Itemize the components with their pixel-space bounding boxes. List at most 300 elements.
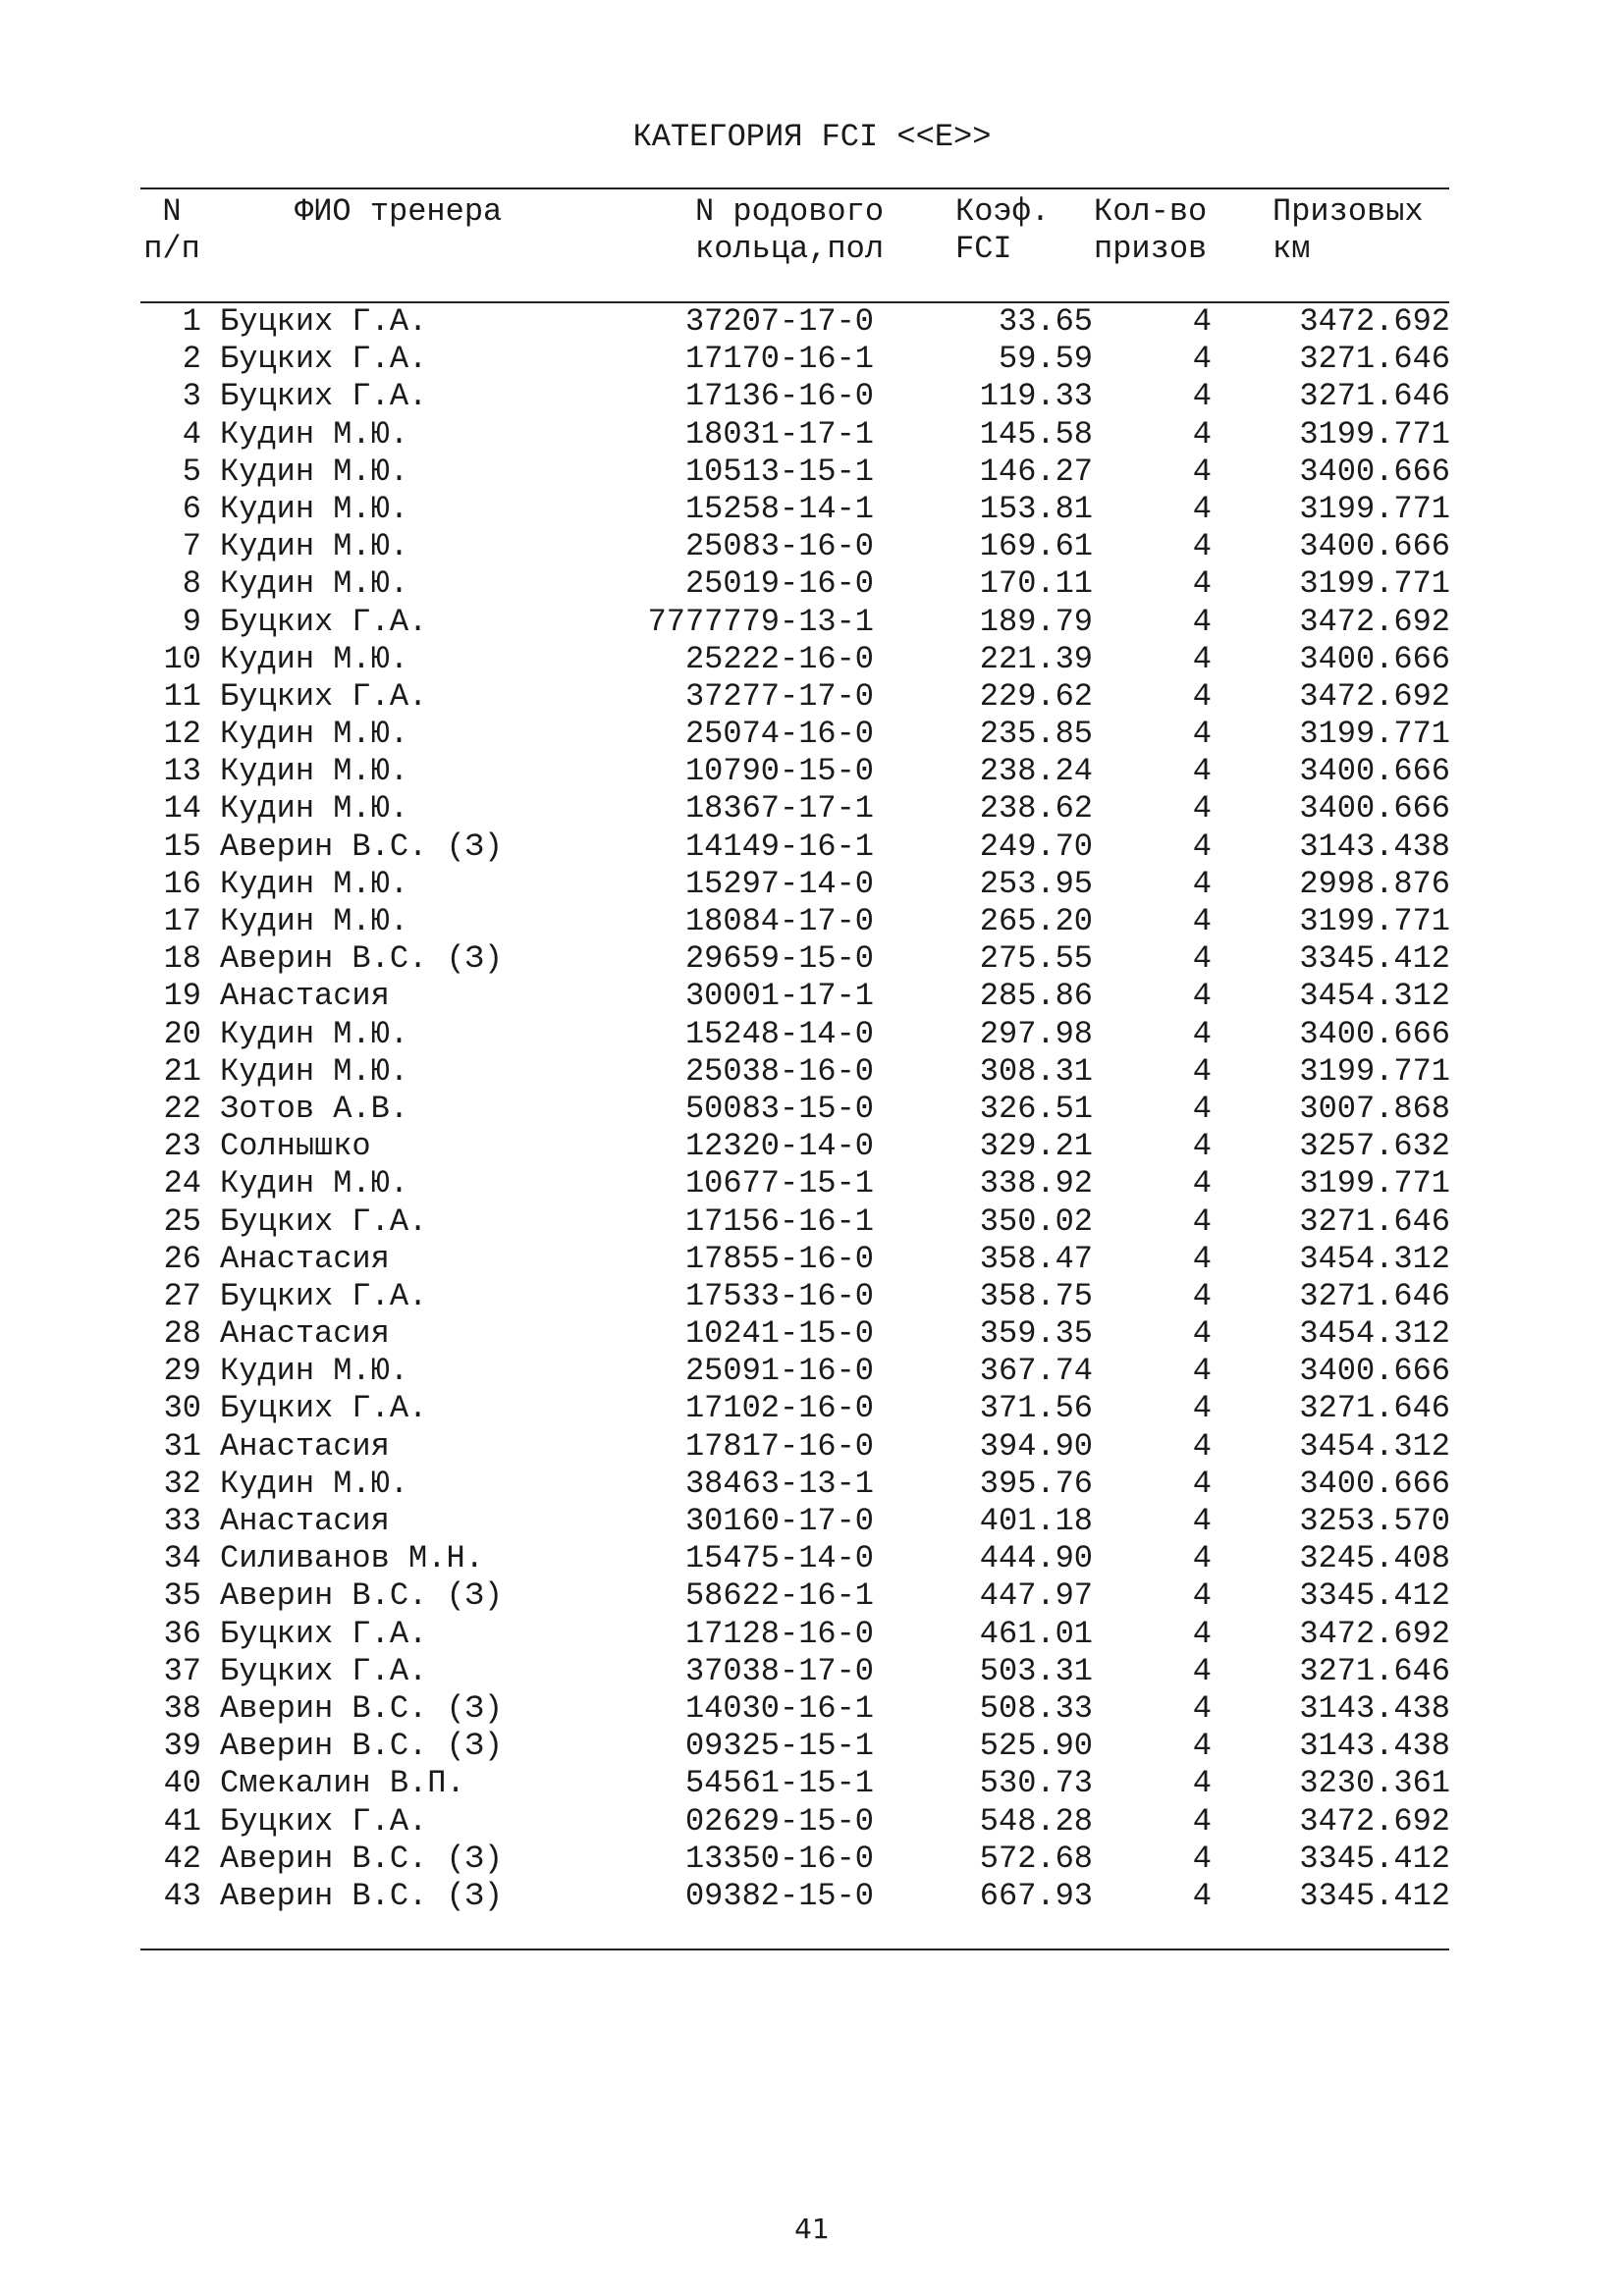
trainer-name: Аверин В.С. (З) xyxy=(220,1840,504,1877)
prize-km: 3400.666 xyxy=(1299,753,1450,790)
prize-count: 4 xyxy=(1192,1052,1212,1090)
prize-count: 4 xyxy=(1192,1465,1212,1502)
ring-number: 10677-15-1 xyxy=(684,1165,874,1202)
ring-number: 25222-16-0 xyxy=(684,640,874,677)
prize-km: 3472.692 xyxy=(1299,677,1450,715)
prize-km: 3454.312 xyxy=(1299,1427,1450,1465)
prize-km: 3199.771 xyxy=(1299,1052,1450,1090)
fci-coefficient: 371.56 xyxy=(979,1390,1093,1427)
ring-number: 58622-16-1 xyxy=(684,1577,874,1615)
trainer-name: Кудин М.Ю. xyxy=(220,790,409,828)
prize-count: 4 xyxy=(1192,790,1212,828)
table-row xyxy=(0,1540,1624,1577)
table-row xyxy=(0,753,1624,790)
fci-coefficient: 285.86 xyxy=(979,978,1093,1015)
prize-km: 3472.692 xyxy=(1299,1802,1450,1840)
fci-coefficient: 508.33 xyxy=(979,1689,1093,1727)
prize-count: 4 xyxy=(1192,490,1212,527)
trainer-name: Кудин М.Ю. xyxy=(220,903,409,939)
trainer-name: Анастасия xyxy=(220,1427,390,1465)
trainer-name: Кудин М.Ю. xyxy=(220,453,409,490)
row-number: 43 xyxy=(163,1877,201,1914)
ring-number: 14149-16-1 xyxy=(684,828,874,865)
table-row xyxy=(0,1841,1624,1878)
fci-coefficient: 189.79 xyxy=(979,603,1093,640)
table-row xyxy=(0,303,1624,341)
trainer-name: Буцких Г.А. xyxy=(220,1277,428,1314)
row-number: 34 xyxy=(163,1540,201,1577)
table-row xyxy=(0,1690,1624,1728)
trainer-name: Анастасия xyxy=(220,1315,390,1353)
fci-coefficient: 548.28 xyxy=(979,1802,1093,1840)
prize-km: 3400.666 xyxy=(1299,790,1450,828)
trainer-name: Солнышко xyxy=(220,1128,371,1165)
ring-number: 25038-16-0 xyxy=(684,1052,874,1090)
table-top-rule xyxy=(140,187,1449,189)
row-number: 36 xyxy=(163,1615,201,1652)
prize-count: 4 xyxy=(1192,303,1212,340)
ring-number: 17128-16-0 xyxy=(684,1615,874,1652)
table-row xyxy=(0,1466,1624,1503)
fci-coefficient: 358.47 xyxy=(979,1240,1093,1277)
prize-km: 3007.868 xyxy=(1299,1090,1450,1127)
ring-number: 25083-16-0 xyxy=(684,528,874,565)
table-row xyxy=(0,866,1624,903)
table-row xyxy=(0,454,1624,491)
ring-number: 37038-17-0 xyxy=(684,1652,874,1689)
prize-count: 4 xyxy=(1192,1315,1212,1353)
table-row xyxy=(0,1353,1624,1390)
trainer-name: Буцких Г.А. xyxy=(220,378,428,415)
header-count-line2: призов xyxy=(1094,231,1208,267)
fci-coefficient: 447.97 xyxy=(979,1577,1093,1615)
prize-km: 3143.438 xyxy=(1299,828,1450,865)
ring-number: 30001-17-1 xyxy=(684,978,874,1015)
fci-coefficient: 359.35 xyxy=(979,1315,1093,1353)
ring-number: 25074-16-0 xyxy=(684,716,874,753)
row-number: 8 xyxy=(182,565,201,603)
trainer-name: Буцких Г.А. xyxy=(220,303,428,340)
trainer-name: Аверин В.С. (З) xyxy=(220,940,504,978)
prize-km: 2998.876 xyxy=(1299,865,1450,902)
ring-number: 38463-13-1 xyxy=(684,1465,874,1502)
prize-km: 3472.692 xyxy=(1299,603,1450,640)
table-row xyxy=(0,1728,1624,1765)
table-row xyxy=(0,1165,1624,1202)
fci-coefficient: 572.68 xyxy=(979,1840,1093,1877)
fci-coefficient: 59.59 xyxy=(998,341,1093,378)
trainer-name: Аверин В.С. (З) xyxy=(220,1728,504,1765)
fci-coefficient: 461.01 xyxy=(979,1615,1093,1652)
fci-coefficient: 297.98 xyxy=(979,1015,1093,1052)
prize-count: 4 xyxy=(1192,565,1212,603)
fci-coefficient: 33.65 xyxy=(998,303,1093,340)
fci-coefficient: 249.70 xyxy=(979,828,1093,865)
prize-km: 3199.771 xyxy=(1299,490,1450,527)
prize-km: 3400.666 xyxy=(1299,528,1450,565)
table-row xyxy=(0,790,1624,828)
trainer-name: Кудин М.Ю. xyxy=(220,1052,409,1090)
row-number: 5 xyxy=(182,453,201,490)
prize-count: 4 xyxy=(1192,1615,1212,1652)
row-number: 17 xyxy=(163,903,201,939)
row-number: 21 xyxy=(163,1052,201,1090)
ring-number: 02629-15-0 xyxy=(684,1802,874,1840)
fci-coefficient: 253.95 xyxy=(979,865,1093,902)
header-name: ФИО тренера xyxy=(295,193,503,230)
trainer-name: Кудин М.Ю. xyxy=(220,640,409,677)
row-number: 27 xyxy=(163,1277,201,1314)
fci-coefficient: 395.76 xyxy=(979,1465,1093,1502)
ring-number: 15248-14-0 xyxy=(684,1015,874,1052)
fci-coefficient: 221.39 xyxy=(979,640,1093,677)
trainer-name: Аверин В.С. (З) xyxy=(220,828,504,865)
trainer-name: Анастасия xyxy=(220,1240,390,1277)
table-row xyxy=(0,1878,1624,1915)
prize-km: 3454.312 xyxy=(1299,978,1450,1015)
prize-km: 3472.692 xyxy=(1299,1615,1450,1652)
ring-number: 37207-17-0 xyxy=(684,303,874,340)
prize-km: 3400.666 xyxy=(1299,1465,1450,1502)
ring-number: 17102-16-0 xyxy=(684,1390,874,1427)
fci-coefficient: 394.90 xyxy=(979,1427,1093,1465)
table-row xyxy=(0,1765,1624,1802)
prize-km: 3253.570 xyxy=(1299,1503,1450,1539)
ring-number: 18367-17-1 xyxy=(684,790,874,828)
header-km-line1: Призовых xyxy=(1272,193,1424,230)
trainer-name: Буцких Г.А. xyxy=(220,1615,428,1652)
ring-number: 15258-14-1 xyxy=(684,490,874,527)
prize-km: 3271.646 xyxy=(1299,378,1450,415)
fci-coefficient: 169.61 xyxy=(979,528,1093,565)
fci-coefficient: 265.20 xyxy=(979,903,1093,939)
fci-coefficient: 275.55 xyxy=(979,940,1093,978)
prize-count: 4 xyxy=(1192,1353,1212,1390)
ring-number: 15475-14-0 xyxy=(684,1540,874,1577)
prize-km: 3271.646 xyxy=(1299,1652,1450,1689)
table-row xyxy=(0,1016,1624,1053)
row-number: 23 xyxy=(163,1128,201,1165)
row-number: 31 xyxy=(163,1427,201,1465)
fci-coefficient: 153.81 xyxy=(979,490,1093,527)
prize-count: 4 xyxy=(1192,716,1212,753)
table-row xyxy=(0,903,1624,940)
row-number: 14 xyxy=(163,790,201,828)
prize-count: 4 xyxy=(1192,1728,1212,1765)
fci-coefficient: 326.51 xyxy=(979,1090,1093,1127)
ring-number: 10241-15-0 xyxy=(684,1315,874,1353)
trainer-name: Кудин М.Ю. xyxy=(220,1465,409,1502)
row-number: 2 xyxy=(182,341,201,378)
trainer-name: Анастасия xyxy=(220,978,390,1015)
prize-km: 3143.438 xyxy=(1299,1728,1450,1765)
table-row xyxy=(0,641,1624,678)
fci-coefficient: 358.75 xyxy=(979,1277,1093,1314)
row-number: 1 xyxy=(182,303,201,340)
row-number: 20 xyxy=(163,1015,201,1052)
trainer-name: Буцких Г.А. xyxy=(220,677,428,715)
row-number: 7 xyxy=(182,528,201,565)
row-number: 40 xyxy=(163,1765,201,1802)
table-row xyxy=(0,378,1624,415)
trainer-name: Буцких Г.А. xyxy=(220,1652,428,1689)
trainer-name: Кудин М.Ю. xyxy=(220,490,409,527)
row-number: 9 xyxy=(182,603,201,640)
prize-km: 3400.666 xyxy=(1299,453,1450,490)
row-number: 13 xyxy=(163,753,201,790)
table-row xyxy=(0,1203,1624,1241)
prize-count: 4 xyxy=(1192,1165,1212,1202)
prize-count: 4 xyxy=(1192,378,1212,415)
table-row xyxy=(0,1653,1624,1690)
fci-coefficient: 146.27 xyxy=(979,453,1093,490)
prize-count: 4 xyxy=(1192,978,1212,1015)
prize-km: 3472.692 xyxy=(1299,303,1450,340)
row-number: 3 xyxy=(182,378,201,415)
prize-count: 4 xyxy=(1192,1240,1212,1277)
ring-number: 18031-17-1 xyxy=(684,415,874,453)
table-row xyxy=(0,828,1624,866)
fci-coefficient: 667.93 xyxy=(979,1877,1093,1914)
prize-km: 3199.771 xyxy=(1299,1165,1450,1202)
trainer-name: Аверин В.С. (З) xyxy=(220,1689,504,1727)
ring-number: 17533-16-0 xyxy=(684,1277,874,1314)
row-number: 41 xyxy=(163,1802,201,1840)
row-number: 10 xyxy=(163,640,201,677)
ring-number: 13350-16-0 xyxy=(684,1840,874,1877)
table-row xyxy=(0,1577,1624,1615)
prize-count: 4 xyxy=(1192,1652,1212,1689)
prize-km: 3454.312 xyxy=(1299,1240,1450,1277)
prize-count: 4 xyxy=(1192,603,1212,640)
ring-number: 15297-14-0 xyxy=(684,865,874,902)
trainer-name: Кудин М.Ю. xyxy=(220,716,409,753)
ring-number: 18084-17-0 xyxy=(684,903,874,939)
prize-count: 4 xyxy=(1192,1503,1212,1539)
row-number: 28 xyxy=(163,1315,201,1353)
prize-count: 4 xyxy=(1192,341,1212,378)
trainer-name: Кудин М.Ю. xyxy=(220,565,409,603)
prize-count: 4 xyxy=(1192,1427,1212,1465)
prize-km: 3345.412 xyxy=(1299,1840,1450,1877)
prize-count: 4 xyxy=(1192,1689,1212,1727)
trainer-name: Буцких Г.А. xyxy=(220,1802,428,1840)
trainer-name: Кудин М.Ю. xyxy=(220,1353,409,1390)
table-row xyxy=(0,1503,1624,1540)
prize-km: 3454.312 xyxy=(1299,1315,1450,1353)
fci-coefficient: 329.21 xyxy=(979,1128,1093,1165)
trainer-name: Кудин М.Ю. xyxy=(220,528,409,565)
fci-coefficient: 170.11 xyxy=(979,565,1093,603)
row-number: 11 xyxy=(163,677,201,715)
table-bottom-rule xyxy=(140,1949,1449,1950)
row-number: 22 xyxy=(163,1090,201,1127)
table-row xyxy=(0,1616,1624,1653)
ring-number: 10513-15-1 xyxy=(684,453,874,490)
ring-number: 10790-15-0 xyxy=(684,753,874,790)
ring-number: 30160-17-0 xyxy=(684,1503,874,1539)
prize-count: 4 xyxy=(1192,1202,1212,1240)
trainer-name: Кудин М.Ю. xyxy=(220,1015,409,1052)
table-header xyxy=(0,193,1624,272)
trainer-name: Кудин М.Ю. xyxy=(220,415,409,453)
prize-count: 4 xyxy=(1192,1277,1212,1314)
prize-km: 3345.412 xyxy=(1299,1577,1450,1615)
prize-count: 4 xyxy=(1192,415,1212,453)
table-row xyxy=(0,1390,1624,1427)
trainer-name: Зотов А.В. xyxy=(220,1090,409,1127)
prize-km: 3199.771 xyxy=(1299,716,1450,753)
row-number: 25 xyxy=(163,1202,201,1240)
row-number: 35 xyxy=(163,1577,201,1615)
prize-count: 4 xyxy=(1192,940,1212,978)
trainer-name: Кудин М.Ю. xyxy=(220,1165,409,1202)
fci-coefficient: 444.90 xyxy=(979,1540,1093,1577)
prize-count: 4 xyxy=(1192,1390,1212,1427)
table-row xyxy=(0,1128,1624,1165)
prize-count: 4 xyxy=(1192,903,1212,939)
table-row xyxy=(0,341,1624,378)
row-number: 30 xyxy=(163,1390,201,1427)
table-row xyxy=(0,1315,1624,1353)
prize-km: 3199.771 xyxy=(1299,903,1450,939)
prize-km: 3230.361 xyxy=(1299,1765,1450,1802)
trainer-name: Кудин М.Ю. xyxy=(220,753,409,790)
header-num-line2: п/п xyxy=(143,231,200,267)
row-number: 37 xyxy=(163,1652,201,1689)
prize-count: 4 xyxy=(1192,640,1212,677)
prize-km: 3257.632 xyxy=(1299,1128,1450,1165)
ring-number: 17136-16-0 xyxy=(684,378,874,415)
ring-number: 25091-16-0 xyxy=(684,1353,874,1390)
row-number: 29 xyxy=(163,1353,201,1390)
row-number: 32 xyxy=(163,1465,201,1502)
prize-km: 3400.666 xyxy=(1299,1353,1450,1390)
prize-count: 4 xyxy=(1192,1090,1212,1127)
row-number: 15 xyxy=(163,828,201,865)
fci-coefficient: 338.92 xyxy=(979,1165,1093,1202)
row-number: 26 xyxy=(163,1240,201,1277)
table-row xyxy=(0,1053,1624,1091)
fci-coefficient: 503.31 xyxy=(979,1652,1093,1689)
prize-km: 3345.412 xyxy=(1299,1877,1450,1914)
fci-coefficient: 145.58 xyxy=(979,415,1093,453)
prize-km: 3400.666 xyxy=(1299,640,1450,677)
header-km-line2: км xyxy=(1272,231,1311,267)
row-number: 24 xyxy=(163,1165,201,1202)
page-title: КАТЕГОРИЯ FCI <<E>> xyxy=(632,119,992,155)
row-number: 6 xyxy=(182,490,201,527)
prize-count: 4 xyxy=(1192,1840,1212,1877)
prize-count: 4 xyxy=(1192,453,1212,490)
trainer-name: Аверин В.С. (З) xyxy=(220,1877,504,1914)
fci-coefficient: 119.33 xyxy=(979,378,1093,415)
row-number: 42 xyxy=(163,1840,201,1877)
table-row xyxy=(0,604,1624,641)
ring-number: 54561-15-1 xyxy=(684,1765,874,1802)
header-ring-line2: кольца,пол xyxy=(695,231,885,267)
header-ring-line1: N родового xyxy=(695,193,885,230)
fci-coefficient: 530.73 xyxy=(979,1765,1093,1802)
table-row xyxy=(0,1803,1624,1841)
prize-count: 4 xyxy=(1192,528,1212,565)
prize-count: 4 xyxy=(1192,1540,1212,1577)
prize-km: 3199.771 xyxy=(1299,415,1450,453)
trainer-name: Аверин В.С. (З) xyxy=(220,1577,504,1615)
fci-coefficient: 229.62 xyxy=(979,677,1093,715)
table-row xyxy=(0,1241,1624,1278)
table-row xyxy=(0,528,1624,565)
fci-coefficient: 350.02 xyxy=(979,1202,1093,1240)
prize-km: 3271.646 xyxy=(1299,1277,1450,1314)
table-row xyxy=(0,1278,1624,1315)
ring-number: 17817-16-0 xyxy=(684,1427,874,1465)
prize-km: 3199.771 xyxy=(1299,565,1450,603)
table-row xyxy=(0,678,1624,716)
table-row xyxy=(0,1091,1624,1128)
prize-km: 3245.408 xyxy=(1299,1540,1450,1577)
ring-number: 09382-15-0 xyxy=(684,1877,874,1914)
ring-number: 17170-16-1 xyxy=(684,341,874,378)
table-row xyxy=(0,416,1624,454)
row-number: 4 xyxy=(182,415,201,453)
trainer-name: Смекалин В.П. xyxy=(220,1765,465,1802)
table-row xyxy=(0,716,1624,753)
row-number: 16 xyxy=(163,865,201,902)
fci-coefficient: 367.74 xyxy=(979,1353,1093,1390)
ring-number: 29659-15-0 xyxy=(684,940,874,978)
row-number: 38 xyxy=(163,1689,201,1727)
trainer-name: Анастасия xyxy=(220,1503,390,1539)
trainer-name: Кудин М.Ю. xyxy=(220,865,409,902)
table-row xyxy=(0,491,1624,528)
header-coef-line2: FCI xyxy=(955,231,1012,267)
ring-number: 17855-16-0 xyxy=(684,1240,874,1277)
prize-count: 4 xyxy=(1192,1765,1212,1802)
table-body xyxy=(0,303,1624,1915)
prize-km: 3271.646 xyxy=(1299,341,1450,378)
prize-count: 4 xyxy=(1192,828,1212,865)
prize-count: 4 xyxy=(1192,1577,1212,1615)
prize-km: 3400.666 xyxy=(1299,1015,1450,1052)
table-row xyxy=(0,565,1624,603)
ring-number: 12320-14-0 xyxy=(684,1128,874,1165)
ring-number: 50083-15-0 xyxy=(684,1090,874,1127)
table-row xyxy=(0,940,1624,978)
ring-number: 14030-16-1 xyxy=(684,1689,874,1727)
prize-count: 4 xyxy=(1192,677,1212,715)
prize-count: 4 xyxy=(1192,865,1212,902)
ring-number: 37277-17-0 xyxy=(684,677,874,715)
prize-count: 4 xyxy=(1192,1128,1212,1165)
fci-coefficient: 238.24 xyxy=(979,753,1093,790)
row-number: 12 xyxy=(163,716,201,753)
row-number: 39 xyxy=(163,1728,201,1765)
prize-count: 4 xyxy=(1192,753,1212,790)
prize-count: 4 xyxy=(1192,1802,1212,1840)
ring-number: 17156-16-1 xyxy=(684,1202,874,1240)
row-number: 33 xyxy=(163,1503,201,1539)
fci-coefficient: 308.31 xyxy=(979,1052,1093,1090)
trainer-name: Силиванов М.Н. xyxy=(220,1540,484,1577)
prize-count: 4 xyxy=(1192,1877,1212,1914)
prize-km: 3143.438 xyxy=(1299,1689,1450,1727)
fci-coefficient: 235.85 xyxy=(979,716,1093,753)
prize-count: 4 xyxy=(1192,1015,1212,1052)
row-number: 18 xyxy=(163,940,201,978)
trainer-name: Буцких Г.А. xyxy=(220,1390,428,1427)
header-coef-line1: Коэф. xyxy=(955,193,1051,230)
